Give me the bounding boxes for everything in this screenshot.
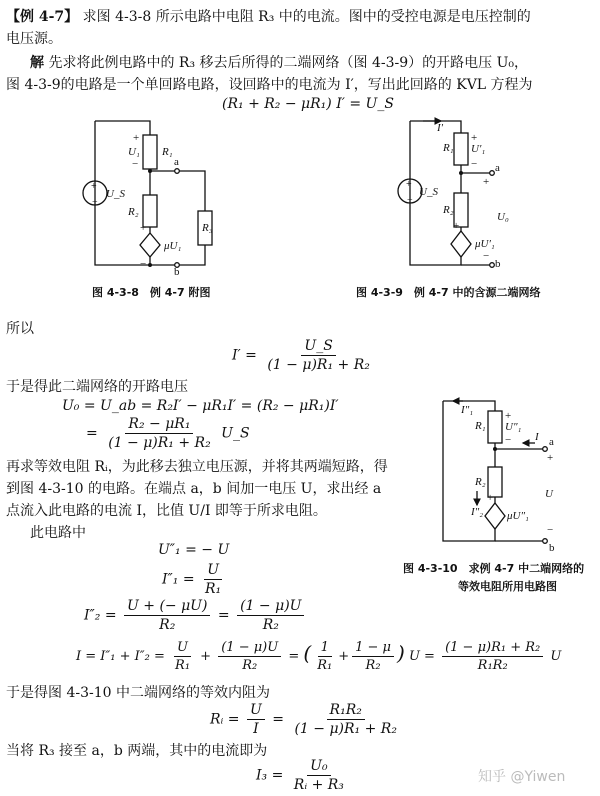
equation-i2 (84, 598, 307, 633)
fig10-plus-u1: + (505, 410, 512, 422)
eq-ri-eq: = (272, 711, 284, 728)
eq-i2-lhs: I″₂ = (84, 607, 117, 624)
svg-text:−: − (92, 197, 98, 208)
fig9-label-r2: R₂ (443, 204, 454, 216)
fig10-minus-b: − (547, 524, 554, 536)
fig10-label-i: I (535, 431, 539, 443)
eq-it-eq2: U = (408, 649, 435, 664)
eq-it-d4: R₂ (365, 658, 381, 673)
solution-line-1: 先求将此例电路中的 R₃ 移去后所得的二端网络（图 4-3-9）的开路电压 U₀， (48, 55, 528, 71)
fig9-label-uo: U₀ (497, 211, 509, 223)
fig8-label-u1: U₁ (128, 146, 140, 158)
solution-line-2: 图 4-3-9的电路是一个单回路电路，设回路中的电流为 I′，写出此回路的 KVL 方程为 (6, 77, 533, 93)
fig8-label-mu-u1: μU₁ (164, 240, 182, 252)
text-suoyi: 所以 (6, 321, 34, 337)
fig8-label-r2: R₂ (128, 206, 139, 218)
eq-i3-den: Rᵢ + R₃ (293, 777, 344, 793)
eq-it-d2: R₂ (242, 658, 258, 673)
eq-ri-n1: U (247, 702, 265, 720)
fig10-label-u: U (545, 488, 553, 500)
figure-4-3-9 (395, 115, 545, 275)
fig10-terminal-a: a (549, 436, 554, 448)
eq-i2-num1: U + (− μU) (124, 598, 210, 616)
equation-i1 (162, 562, 227, 597)
fig10-terminal-b: b (549, 542, 555, 553)
equation-u1: U″₁ = − U (158, 542, 230, 558)
fig9-minus-b: − (483, 250, 490, 262)
fig9-label-us: U_S (419, 186, 438, 198)
fig8-caption: 图 4-3-8 例 4-7 附图 (92, 286, 211, 299)
svg-text:+: + (406, 179, 412, 190)
eq-uo-den: (1 − μ)R₁ + R₂ (108, 435, 211, 451)
para-line-2: 到图 4-3-10 的电路。在端点 a，b 间加一电压 U，求出经 a (6, 481, 382, 497)
svg-text:+: + (91, 181, 97, 192)
fig9-plus-u1: + (471, 132, 478, 144)
fig10-label-u1: U″₁ (505, 421, 522, 433)
eq-it-n3: 1 (318, 640, 332, 657)
fig10-label-r1: R₁ (475, 420, 486, 432)
eq-ri-lhs: Rᵢ = (210, 711, 240, 728)
intro-line-2: 电压源。 (6, 31, 62, 47)
eq-it-tail: U (550, 649, 562, 664)
eq-ri-d2: (1 − μ)R₁ + R₂ (294, 721, 397, 737)
fig9-resistor-r1 (454, 133, 468, 165)
fig8-label-us: U_S (106, 188, 125, 200)
solution-label: 解 (30, 55, 44, 71)
fig9-dependent-source (451, 231, 471, 257)
text-open-circuit: 于是得此二端网络的开路电压 (6, 379, 188, 395)
fig8-minus-dep: − (140, 258, 147, 270)
eq-i2-num2: (1 − μ)U (237, 598, 304, 616)
fig9-label-mu-u1: μU′₁ (475, 238, 495, 250)
text-r3: 当将 R₃ 接至 a，b 两端，其中的电流即为 (6, 743, 268, 759)
eq-ri-d1: I (253, 721, 259, 737)
equation-i-total: I = I″₁ + I″₂ = $\frac{U}{\text{R₁}}$ + $\frac{(1 - \mu)U}{\text{R₂}}$ = ( $\frac{1}{\text{R₁}}$ + $\frac{1 - \mu}{\text{R₂}}$ ) U = $\frac{\text{(1 − μ)R₁ + R₂}}{\text{R₁R₂}}$ U (76, 640, 562, 673)
eq-i2-mid: = (217, 607, 230, 624)
eq-uo-eq: = (86, 425, 98, 442)
figure-4-3-8 (80, 115, 240, 275)
eq-i1-num: U (204, 562, 222, 580)
equation-uo-line2 (86, 416, 250, 451)
eq-it-eq: = (288, 649, 300, 664)
fig9-caption: 图 4-3-9 例 4-7 中的含源二端网络 (356, 286, 541, 299)
fig8-terminal-b: b (174, 266, 180, 275)
fig10-caption-2: 等效电阻所用电路图 (458, 580, 557, 593)
fig10-label-i1: I″₁ (461, 404, 474, 416)
fig10-resistor-r1 (488, 411, 502, 443)
fig8-label-r1: R₁ (162, 146, 173, 158)
eq-it-plus: + (200, 649, 212, 664)
fig10-plus-dep: + (487, 492, 494, 504)
eq-it-n1: U (174, 640, 191, 657)
para-line-4: 此电路中 (30, 525, 86, 541)
eq-ri-n2: R₁R₂ (327, 702, 365, 720)
equation-i3 (256, 758, 350, 793)
para-line-3: 点流入此电路的电流 I，比值 U/I 即等于所求电阻。 (6, 503, 327, 519)
resistor-r1 (143, 135, 157, 169)
eq-i3-lhs: I₃ = (256, 767, 284, 784)
fig9-minus-u1: − (471, 158, 478, 170)
eq-it-d5: R₁R₂ (477, 658, 508, 673)
fig10-label-i2: I″₂ (471, 506, 484, 518)
intro-paragraph (6, 6, 531, 26)
fig10-caption-1: 图 4-3-10 求例 4-7 中二端网络的 (403, 562, 585, 575)
eq-it-lhs: I = I″₁ + I″₂ = (76, 649, 165, 664)
eq-i1-lhs: I″₁ = (162, 571, 195, 588)
example-label: 【例 4-7】 (6, 9, 79, 25)
eq-i-den: (1 − μ)R₁ + R₂ (267, 357, 370, 373)
fig8-label-r3: R₃ (202, 222, 213, 234)
svg-text:−: − (407, 195, 413, 206)
fig9-plus-dep: + (453, 220, 460, 232)
kvl-equation: (R₁ + R₂ − μR₁) I′ = U_S (222, 96, 394, 112)
eq-i1-den: R₁ (205, 581, 222, 597)
eq-it-d1: R₁ (175, 658, 191, 673)
para-line-1: 再求等效电阻 Rᵢ，为此移去独立电压源，并将其两端短路，得 (6, 459, 388, 475)
equation-ri (210, 702, 403, 737)
fig10-dependent-source (485, 503, 505, 529)
fig9-terminal-a: a (495, 162, 500, 174)
eq-i2-den2: R₂ (262, 617, 279, 633)
eq-it-n4: 1 − μ (352, 640, 394, 657)
fig8-plus-dep: + (140, 222, 147, 234)
eq-i-lhs: I′ = (232, 347, 257, 364)
eq-uo-tail: U_S (221, 425, 250, 442)
text-equivalent-resistance: 于是得图 4-3-10 中二端网络的等效内阻为 (6, 685, 270, 701)
eq-it-n5: (1 − μ)R₁ + R₂ (442, 640, 543, 657)
watermark: 知乎 @Yiwen (478, 769, 566, 785)
equation-i-prime (232, 338, 376, 373)
dependent-source (140, 233, 160, 257)
eq-it-n2: (1 − μ)U (218, 640, 281, 657)
fig10-label-mu-u1: μU″₁ (507, 510, 529, 522)
solution-paragraph (30, 52, 528, 72)
equation-uo-line1: U₀ = U_ab = R₂I′ − μR₁I′ = (R₂ − μR₁)I′ (62, 398, 339, 414)
eq-i-num: U_S (301, 338, 335, 356)
figure-4-3-10 (435, 393, 565, 553)
fig9-plus-a: + (483, 176, 490, 188)
fig9-terminal-b: b (495, 258, 501, 270)
fig10-minus-u1: − (505, 434, 512, 446)
fig8-terminal-a: a (174, 156, 179, 168)
fig9-label-u1: U′₁ (471, 143, 486, 155)
eq-i2-den1: R₂ (159, 617, 176, 633)
eq-it-d3: R₁ (317, 658, 333, 673)
intro-line-1: 求图 4-3-8 所示电路中电阻 R₃ 中的电流。图中的受控电源是电压控制的 (82, 9, 531, 25)
fig10-label-r2: R₂ (475, 476, 486, 488)
fig8-plus-u1: + (133, 132, 140, 144)
fig8-minus-u1: − (132, 158, 139, 170)
fig9-label-r1: R₁ (443, 142, 454, 154)
fig9-label-i: I′ (437, 122, 444, 134)
eq-i3-num: U₀ (307, 758, 330, 776)
fig10-plus-a: + (547, 452, 554, 464)
eq-uo-num: R₂ − μR₁ (125, 416, 193, 434)
